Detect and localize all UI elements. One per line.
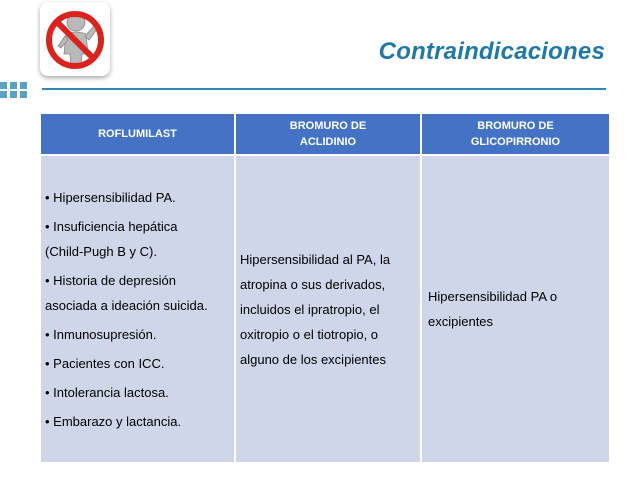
prohibited-person-logo — [40, 2, 110, 76]
cell-line: Hipersensibilidad PA o — [428, 289, 558, 304]
list-item: • Embarazo y lactancia. — [45, 413, 182, 429]
cell-glicopirronio — [421, 155, 609, 462]
cell-line: oxitropio o el tiotropio, o — [240, 326, 379, 342]
prohibited-person-icon — [40, 2, 110, 76]
cell-line: excipientes — [428, 314, 494, 329]
title-divider — [0, 80, 638, 100]
table-header-row — [41, 114, 609, 155]
list-item: (Child-Pugh B y C). — [45, 243, 157, 259]
list-item: • Historia de depresión — [45, 272, 177, 288]
list-item: • Intolerancia lactosa. — [45, 384, 169, 400]
cell-aclidinio — [235, 155, 421, 462]
page-title: Contraindicaciones — [378, 38, 605, 65]
cell-roflumilast — [41, 155, 235, 462]
list-item: • Pacientes con ICC. — [45, 355, 165, 371]
list-item: • Insuficiencia hepática — [45, 218, 178, 234]
column-header-bromuro-glicopirronio: BROMURO DE GLICOPIRRONIO — [421, 114, 609, 155]
list-item: • Inmunosupresión. — [45, 326, 157, 342]
column-header-bromuro-aclidinio: BROMURO DE ACLIDINIO — [235, 114, 421, 155]
list-item: asociada a ideación suicida. — [45, 297, 208, 313]
cell-line: Hipersensibilidad al PA, la — [240, 251, 391, 267]
column-header-roflumilast: ROFLUMILAST — [41, 114, 235, 155]
table-row — [41, 155, 609, 462]
decorative-squares — [0, 80, 38, 100]
divider-line — [42, 88, 606, 90]
cell-line: atropina o sus derivados, — [240, 276, 386, 292]
cell-line: incluidos el ipratropio, el — [240, 301, 380, 317]
list-item: • Hipersensibilidad PA. — [45, 189, 176, 205]
contraindications-table — [41, 114, 609, 462]
cell-line: alguno de los excipientes — [240, 351, 386, 367]
